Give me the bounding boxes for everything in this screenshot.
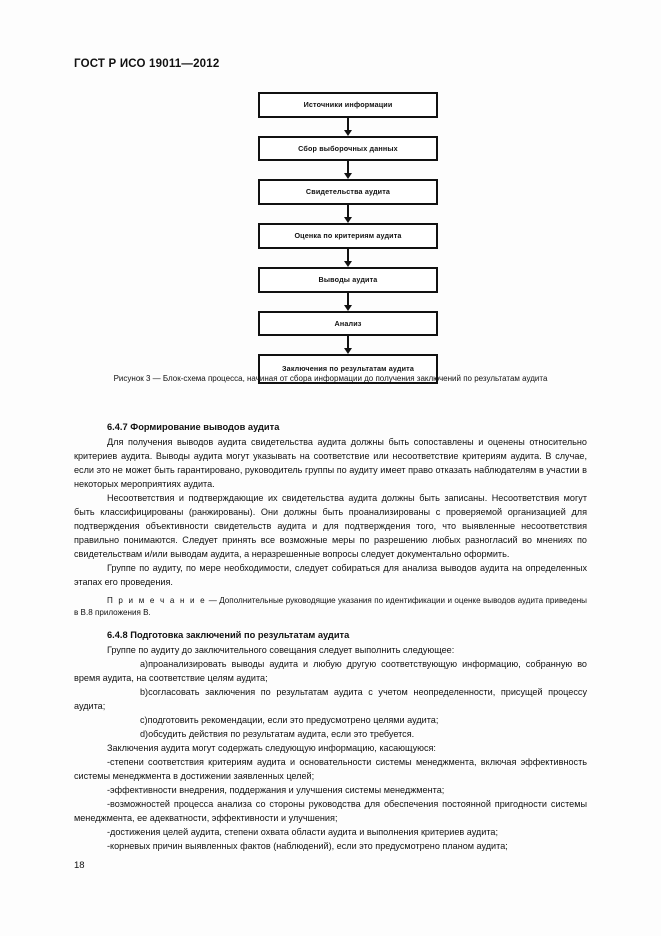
list-item <box>74 657 587 685</box>
dash-list-item-text: эффективности внедрения, поддержания и улучшения системы менеджмента; <box>110 785 445 796</box>
dash-list-item-text: достижения целей аудита, степени охвата области аудита и выполнения критериев аудита; <box>110 827 498 838</box>
dash-list-item-marker: - <box>107 757 111 768</box>
dash-list-item-marker: - <box>107 827 111 838</box>
flowchart-box-information-sources <box>258 92 438 118</box>
flowchart-arrow-down-icon <box>258 249 438 267</box>
flowchart-box-sample-collection <box>258 136 438 162</box>
flowchart-box-review <box>258 311 438 337</box>
heading-6-4-8: 6.4.8 Подготовка заключений по результатам аудита <box>107 630 350 641</box>
flowchart-arrow-down-icon <box>258 118 438 136</box>
list-item-text: проанализировать выводы аудита и любую другую соответствующую информацию, собранную во время аудита, на соответствие целям аудита; <box>74 658 587 683</box>
list-item-marker: a) <box>140 658 149 669</box>
dash-list-item-text: корневых причин выявленных фактов (наблюдений), если это предусмотрено планом аудита; <box>110 841 508 852</box>
flowchart-arrow-down-icon <box>258 205 438 223</box>
flowchart-arrow-down-icon <box>258 293 438 311</box>
flowchart-box-label: Свидетельства аудита <box>305 187 391 197</box>
paragraph-6-4-7-2: Несоответствия и подтверждающие их свидетельства аудита должны быть записаны. Несоответствия могут быть классифицированы (ранжированы). Они должны быть проанализированы с проверяемой организацией для подтверждения объективности свидетельств аудита и для подтверждения того, что выявленные несоответствия правильно понимаются. Следует принять все возможные меры по разрешению любых разногласий во мнениях по свидетельствам и/или выводам аудита, а неразрешенные вопросы следует документально оформить. <box>74 492 587 559</box>
flowchart-arrow-down-icon <box>258 336 438 354</box>
dash-list-item-text: возможностей процесса анализа со стороны руководства для обеспечения постоянной пригодности системы менеджмента, ее адекватности, эффективности и улучшения; <box>74 799 587 824</box>
flowchart-box-label: Сбор выборочных данных <box>298 143 398 153</box>
flowchart-box-label: Оценка по критериям аудита <box>294 231 402 241</box>
note-label: П р и м е ч а н и е <box>107 595 207 605</box>
document-header-title: ГОСТ Р ИСО 19011—2012 <box>74 58 220 70</box>
list-item <box>74 685 587 713</box>
dash-list-item <box>74 797 587 825</box>
list-item <box>74 713 587 727</box>
paragraph-conclusions-intro: Заключения аудита могут содержать следующую информацию, касающуюся: <box>107 743 436 754</box>
note-6-4-7 <box>74 595 587 620</box>
flowchart-box-audit-evidence <box>258 179 438 205</box>
dash-list-item <box>74 825 587 839</box>
list-item-marker: c) <box>140 715 148 726</box>
flowchart-box-label: Анализ <box>334 318 362 328</box>
paragraph-6-4-8-intro: Группе по аудиту до заключительного совещания следует выполнить следующее: <box>107 644 455 655</box>
dash-list-item-marker: - <box>107 841 111 852</box>
flowchart-box-evaluation-against-criteria <box>258 223 438 249</box>
dash-list-item-marker: - <box>107 799 111 810</box>
flowchart-box-audit-findings <box>258 267 438 293</box>
list-item <box>74 727 587 741</box>
list-item-text: обсудить действия по результатам аудита, если это требуется. <box>148 729 415 740</box>
flowchart-box-label: Заключения по результатам аудита <box>282 364 414 374</box>
dash-list-item-text: степени соответствия критериям аудита и основательности системы менеджмента, включая эффективность системы менеджмента в достижении заявленных целей; <box>74 757 587 782</box>
paragraph-6-4-7-1: Для получения выводов аудита свидетельства аудита должны быть сопоставлены и оценены относительно критериев аудита. Выводы аудита могут указывать на соответствие или несоответствие критериям аудита. В случае, если это не может быть гарантировано, руководитель группы по аудиту имеет право отказать наблюдателям в участии в некоторых мероприятиях аудита. <box>74 436 587 489</box>
list-item-text: подготовить рекомендации, если это предусмотрено целями аудита; <box>147 715 439 726</box>
paragraph-6-4-7-3: Группе по аудиту, по мере необходимости, следует собираться для анализа выводов аудита на определенных этапах его проведения. <box>74 562 587 588</box>
document-body <box>74 420 587 854</box>
process-flowchart <box>258 92 438 384</box>
heading-6-4-7: 6.4.7 Формирование выводов аудита <box>107 422 280 432</box>
flowchart-box-label: Выводы аудита <box>318 274 378 284</box>
figure-caption: Рисунок 3 — Блок-схема процесса, начиная от сбора информации до получения заключений по результатам аудита <box>113 374 548 383</box>
dash-list-item-marker: - <box>107 785 111 796</box>
flowchart-arrow-down-icon <box>258 161 438 179</box>
list-item-text: согласовать заключения по результатам аудита с учетом неопределенности, присущей процессу аудита; <box>74 686 587 711</box>
flowchart-box-label: Источники информации <box>303 100 393 109</box>
list-item-marker: b) <box>140 686 149 697</box>
dash-list-item <box>74 839 587 853</box>
list-item-marker: d) <box>140 729 149 740</box>
page-number: 18 <box>74 860 85 871</box>
dash-list-item <box>74 783 587 797</box>
dash-list-item <box>74 755 587 783</box>
note-text: — Дополнительные руководящие указания по идентификации и оценке выводов аудита приведены в В.8 приложения В. <box>74 595 587 618</box>
